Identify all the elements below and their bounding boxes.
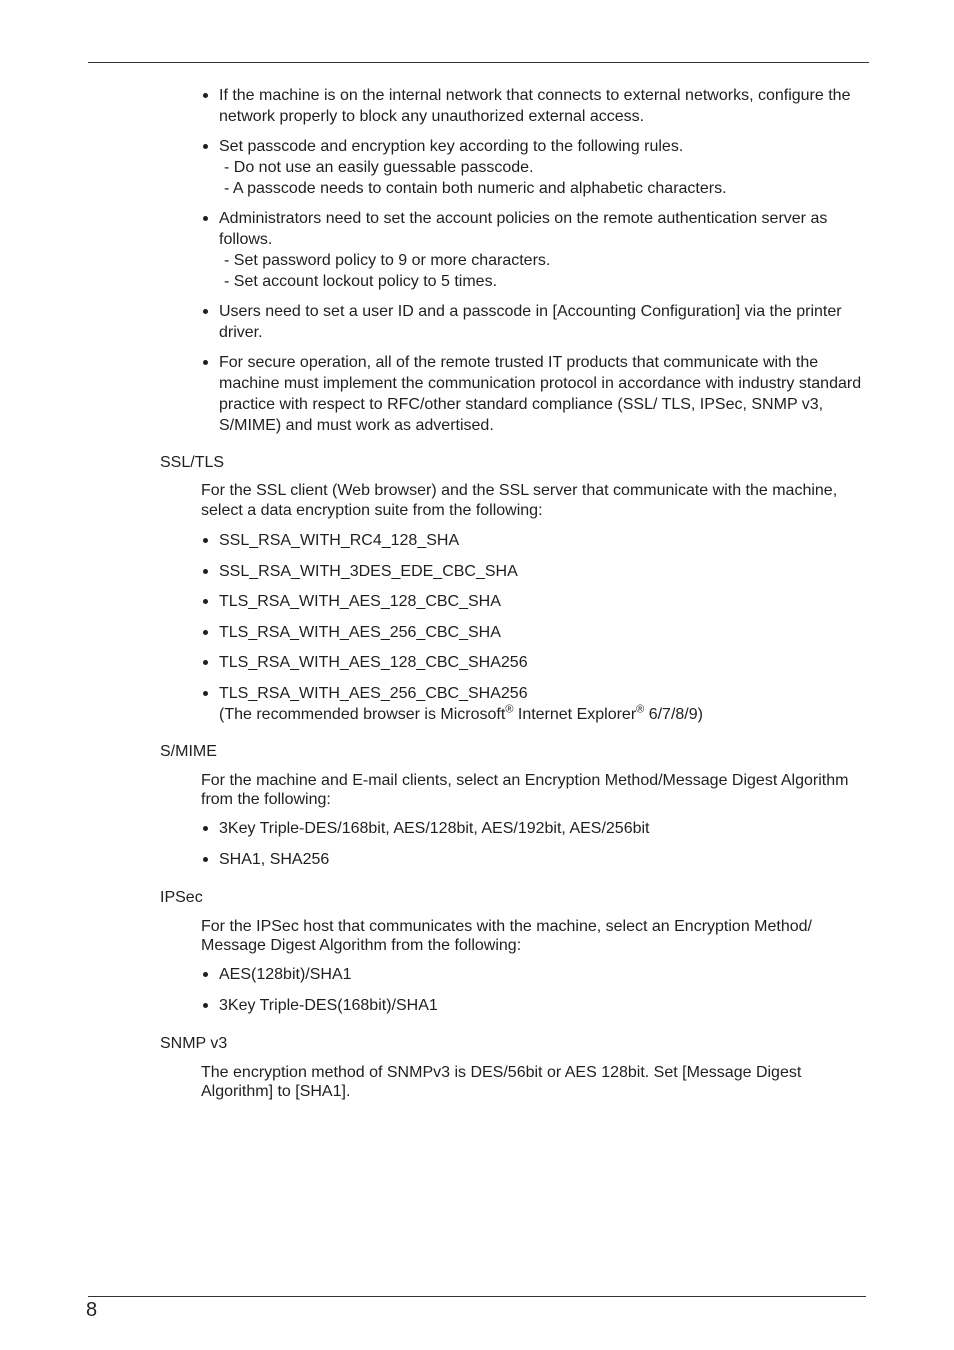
list-item <box>200 85 870 127</box>
list-item <box>200 964 850 985</box>
algorithm-name: 3Key Triple-DES/168bit, AES/128bit, AES/192bit, AES/256bit <box>219 820 650 837</box>
ssl-heading: SSL/TLS <box>160 454 225 471</box>
list-item <box>200 622 850 643</box>
list-item <box>200 683 850 725</box>
suite-name: TLS_RSA_WITH_AES_256_CBC_SHA <box>219 623 501 641</box>
list-item <box>200 561 850 582</box>
registered-mark: ® <box>505 703 514 716</box>
smime-intro: For the machine and E-mail clients, select an Encryption Method/Message Digest Algorithm from the following: <box>201 772 849 808</box>
list-item <box>200 818 850 839</box>
list-item <box>200 591 850 612</box>
browser-note <box>219 703 703 723</box>
smime-heading: S/MIME <box>160 743 217 760</box>
footer-rule <box>88 1296 866 1297</box>
sub-rule: - A passcode needs to contain both numeric and alphabetic characters. <box>224 180 727 197</box>
suite-name: TLS_RSA_WITH_AES_256_CBC_SHA256 <box>219 684 528 702</box>
note-text: Internet Explorer <box>513 705 637 723</box>
list-item <box>200 530 850 551</box>
suite-name: TLS_RSA_WITH_AES_128_CBC_SHA <box>219 593 501 610</box>
note-text: (The recommended browser is Microsoft <box>219 705 506 723</box>
ipsec-heading: IPSec <box>160 889 203 906</box>
registered-mark: ® <box>636 703 645 716</box>
sub-rule: - Set password policy to 9 or more characters. <box>224 252 551 269</box>
smime-algorithm-list <box>200 818 850 879</box>
list-item <box>200 652 850 673</box>
ipsec-intro: For the IPSec host that communicates with the machine, select an Encryption Method/ Message Digest Algorithm from the following: <box>201 918 812 954</box>
algorithm-name: SHA1, SHA256 <box>219 850 330 868</box>
list-item <box>200 849 850 870</box>
bullet-text: For secure operation, all of the remote trusted IT products that communicate with the machine must implement the communication protocol in accordance with industry standard practice with respect to RFC/other standard compliance (SSL/ TLS, IPSec, SNMP v3, S/MIME) and must work as advertised. <box>219 354 862 434</box>
page-number: 8 <box>86 1299 98 1321</box>
ssl-intro: For the SSL client (Web browser) and the SSL server that communicate with the machine, select a data encryption suite from the following: <box>201 482 838 519</box>
header-rule <box>88 62 869 63</box>
bullet-text: Set passcode and encryption key according to the following rules. <box>219 138 684 155</box>
suite-name: SSL_RSA_WITH_RC4_128_SHA <box>219 532 460 549</box>
sub-rule: - Set account lockout policy to 5 times. <box>224 273 498 290</box>
sub-rule: - Do not use an easily guessable passcode. <box>224 159 534 176</box>
bullet-text: If the machine is on the internal network that connects to external networks, configure the network properly to block any unauthorized external access. <box>219 87 851 125</box>
algorithm-name: AES(128bit)/SHA1 <box>219 966 352 983</box>
list-item <box>200 208 870 292</box>
note-text: 6/7/8/9) <box>644 705 703 723</box>
bullet-text: Users need to set a user ID and a passcode in [Accounting Configuration] via the printer driver. <box>219 303 842 341</box>
list-item <box>200 995 850 1016</box>
ssl-suite-list <box>200 530 850 734</box>
list-item <box>200 352 870 436</box>
algorithm-name: 3Key Triple-DES(168bit)/SHA1 <box>219 996 438 1014</box>
suite-name: TLS_RSA_WITH_AES_128_CBC_SHA256 <box>219 654 528 671</box>
intro-bullet-list <box>200 85 870 445</box>
snmp-intro: The encryption method of SNMPv3 is DES/56bit or AES 128bit. Set [Message Digest Algorithm] to [SHA1]. <box>201 1064 802 1100</box>
suite-name: SSL_RSA_WITH_3DES_EDE_CBC_SHA <box>219 562 518 580</box>
snmp-heading: SNMP v3 <box>160 1035 228 1052</box>
ipsec-algorithm-list <box>200 964 850 1025</box>
bullet-text: Administrators need to set the account policies on the remote authentication server as follows. <box>219 210 828 248</box>
list-item <box>200 136 870 199</box>
list-item <box>200 301 870 343</box>
